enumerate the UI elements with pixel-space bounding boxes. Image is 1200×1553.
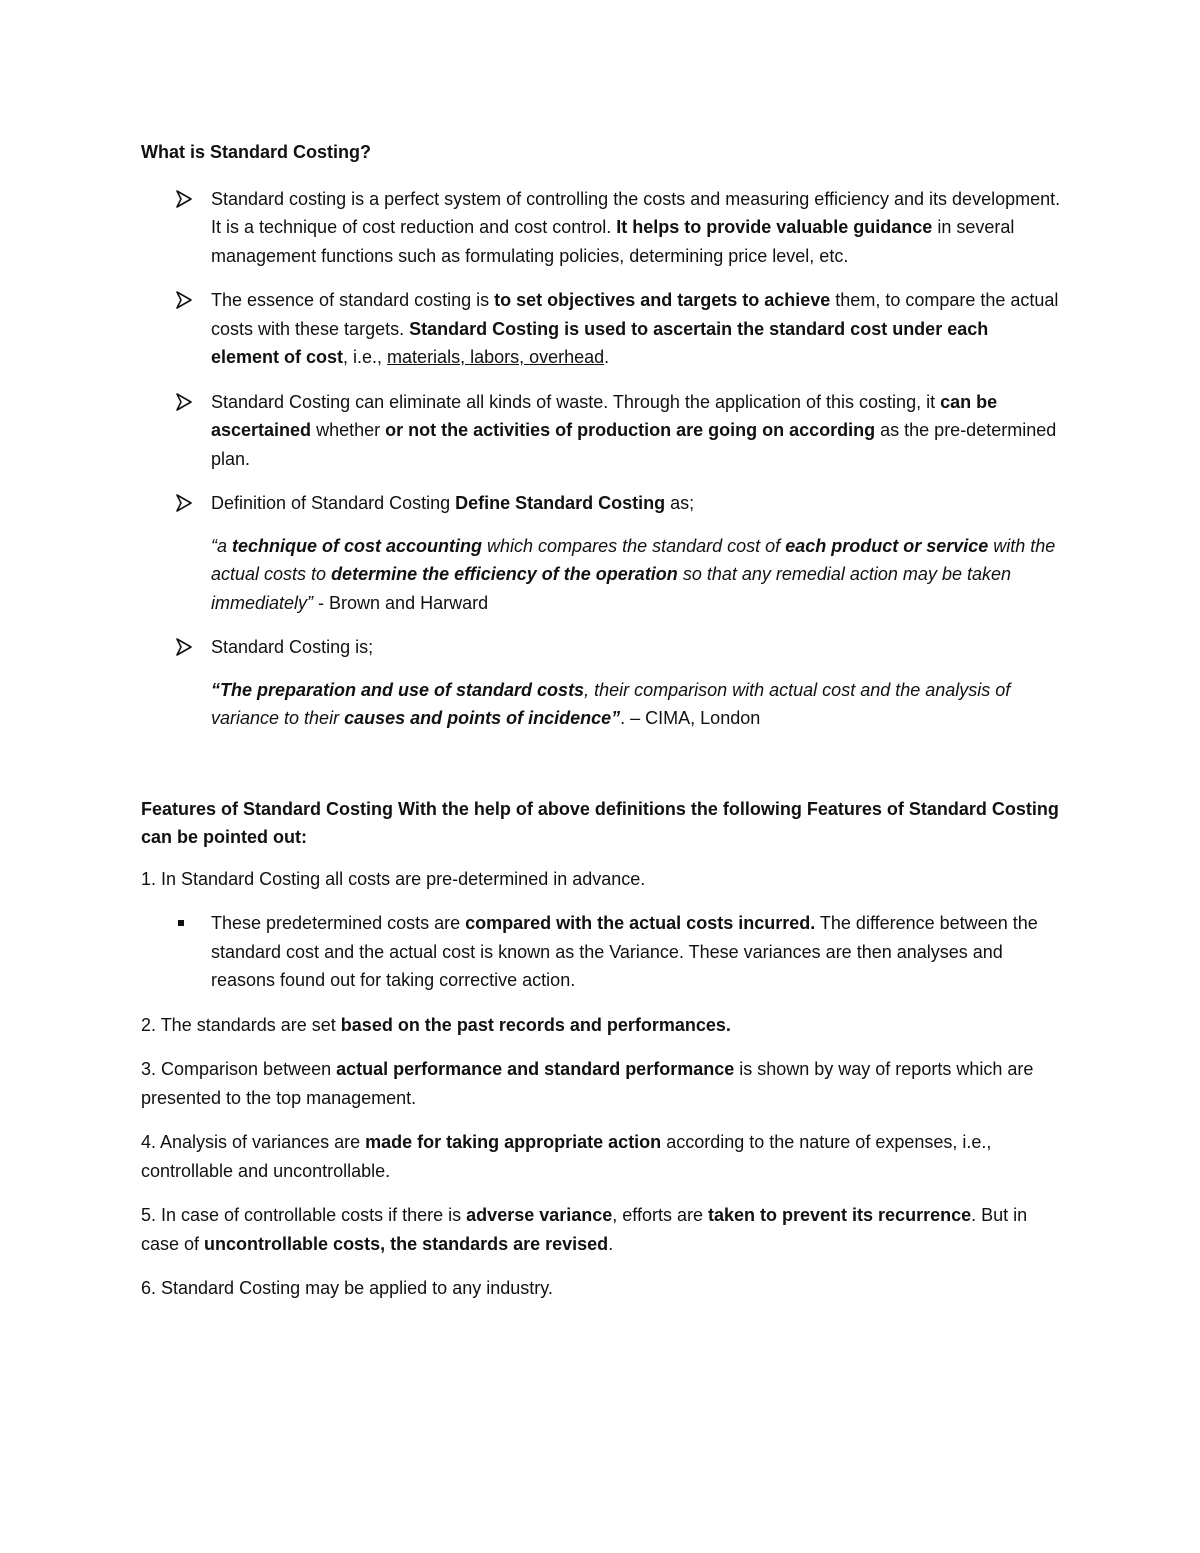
- arrow-bullet-icon: [175, 188, 195, 210]
- numbered-item-5: 5. In case of controllable costs if there is adverse variance, efforts are taken to prevent its recurrence. But in case of uncontrollable costs, the standards are revised.: [141, 1205, 1028, 1254]
- arrow-bullet-icon: [175, 289, 195, 311]
- bullet-text: These predetermined costs are compared with the actual costs incurred. The difference between the standard cost and the actual cost is known as the Variance. These variances are then analyses and reasons found out for taking corrective action.: [211, 913, 1038, 990]
- bullet-text: Definition of Standard Costing Define Standard Costing as;: [211, 493, 695, 513]
- arrow-bullet-icon: [175, 636, 195, 658]
- bullet-item: [141, 388, 1061, 474]
- bullet-text: Standard costing is a perfect system of controlling the costs and measuring efficiency and its development. It is a technique of cost reduction and cost control. It helps to provide valuable guidance in several management functions such as formulating policies, determining price level, etc.: [211, 188, 1061, 266]
- definition-quote-brown: “a technique of cost accounting which compares the standard cost of each product or service with the actual costs to determine the efficiency of the operation so that any remedial action may be taken immediately” - Brown and Harward: [211, 535, 1056, 613]
- numbered-item-6: 6. Standard Costing may be applied to any industry.: [141, 1278, 553, 1298]
- section-heading-what-is: What is Standard Costing?: [141, 142, 372, 162]
- bullet-item: [141, 489, 1061, 518]
- numbered-item-4: 4. Analysis of variances are made for taking appropriate action according to the nature of expenses, i.e., controllable and uncontrollable.: [141, 1132, 992, 1181]
- definition-quote-cima: “The preparation and use of standard costs, their comparison with actual cost and the analysis of variance to their causes and points of incidence”. – CIMA, London: [211, 679, 1011, 728]
- numbered-item-2: 2. The standards are set based on the past records and performances.: [141, 1014, 731, 1035]
- bullet-item: [141, 633, 1061, 662]
- bullet-item: [141, 286, 1061, 372]
- bullet-text: The essence of standard costing is to set objectives and targets to achieve them, to compare the actual costs with these targets. Standard Costing is used to ascertain the standard cost under each element of cost, i.e., materials, labors, overhead.: [211, 290, 1059, 367]
- bullet-text: Standard Costing is;: [211, 637, 374, 657]
- numbered-item-1: 1. In Standard Costing all costs are pre-determined in advance.: [141, 868, 646, 889]
- bullet-text: Standard Costing can eliminate all kinds of waste. Through the application of this costing, it can be ascertained whether or not the activities of production are going on according as the pre-determined plan.: [211, 391, 1057, 469]
- bullet-item: [141, 185, 1061, 271]
- arrow-bullet-icon: [175, 391, 195, 413]
- numbered-item-3: 3. Comparison between actual performance and standard performance is shown by way of reports which are presented to the top management.: [141, 1059, 1034, 1108]
- document-body: [141, 138, 1061, 1319]
- square-bullet-item: [141, 909, 1061, 995]
- arrow-bullet-icon: [175, 492, 195, 514]
- section-heading-features: Features of Standard Costing With the help of above definitions the following Features of Standard Costing can be pointed out:: [141, 798, 1059, 847]
- square-bullet-icon: [178, 920, 184, 926]
